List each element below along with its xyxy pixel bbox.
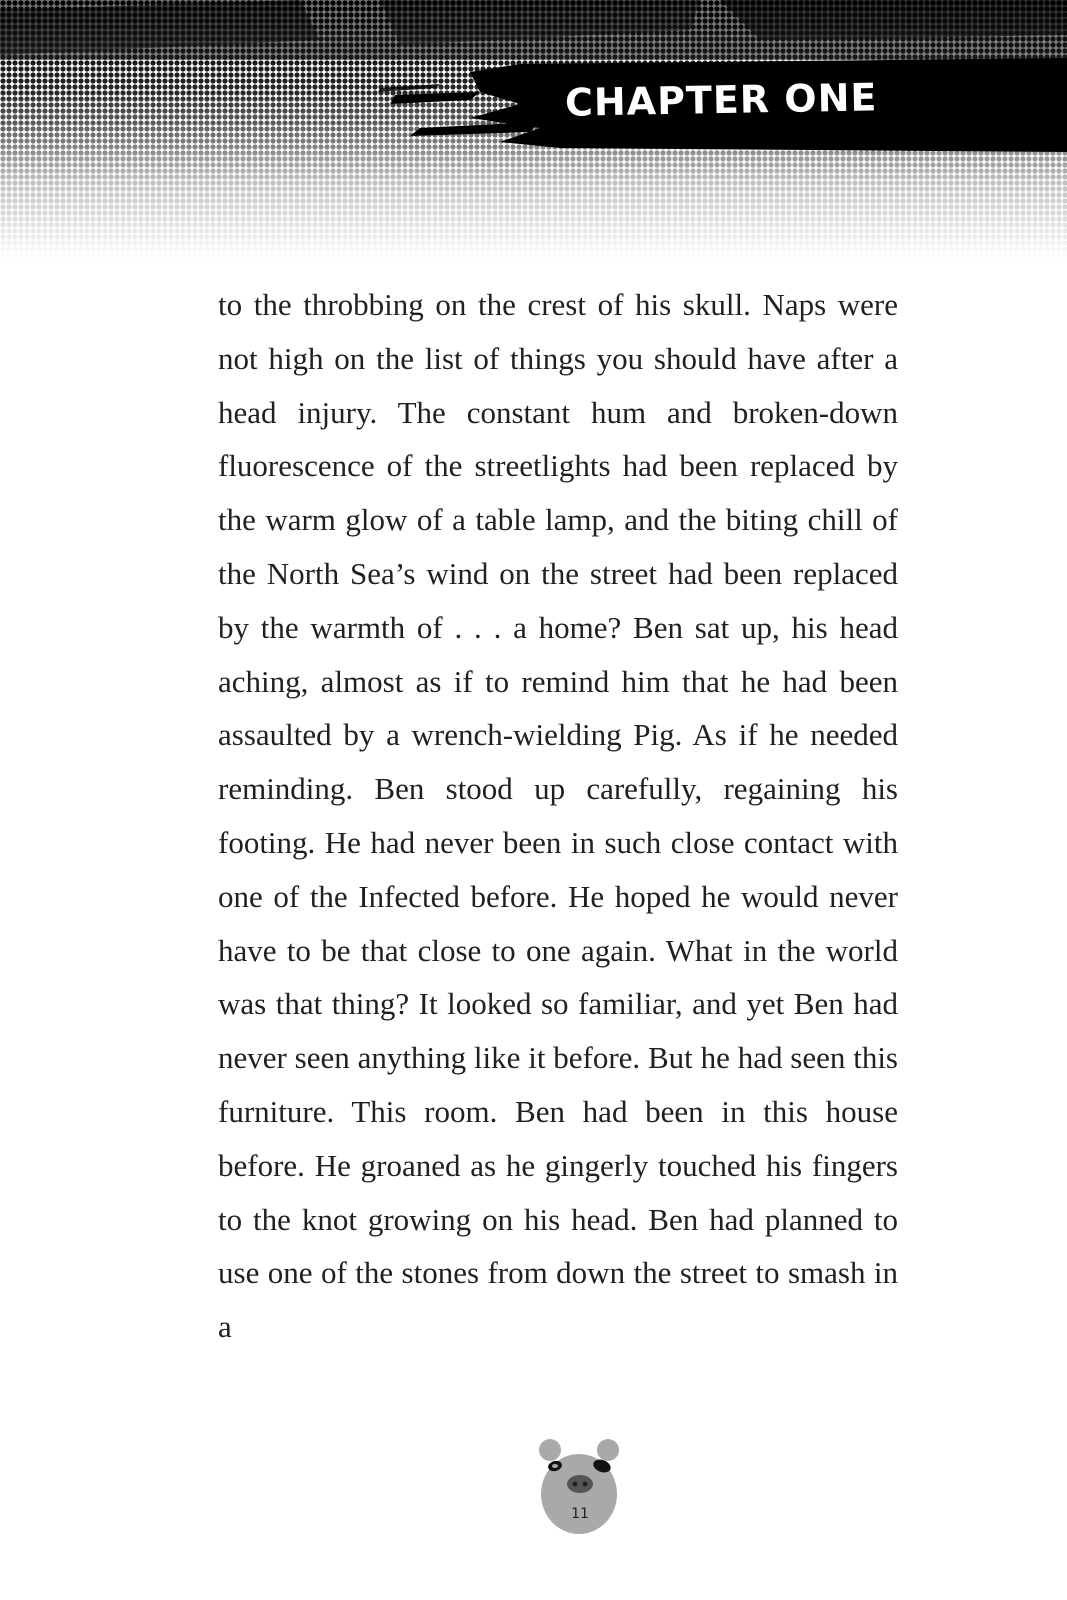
page-number: 11 xyxy=(571,1506,589,1522)
chapter-header xyxy=(0,0,1067,260)
body-paragraph: to the throbbing on the crest of his skull. Naps were not high on the list of things you should have after a head injury. The constant hum and broken-down fluorescence of the streetlights had been replaced by the warm glow of a table lamp, and the biting chill of the North Sea’s wind on the street had been replaced by the warmth of . . . a home? Ben sat up, his head aching, almost as if to remind him that he had been assaulted by a wrench-wielding Pig. As if he needed reminding. Ben stood up carefully, regaining his footing. He had never been in such close contact with one of the Infected before. He hoped he would never have to be that close to one again. What in the world was that thing? It looked so familiar, and yet Ben had never seen anything like it before. But he had seen this furniture. This room. Ben had been in this house before. He groaned as he gingerly touched his fingers to the knot growing on his head. Ben had planned to use one of the stones from down the street to smash in a xyxy=(218,287,898,1345)
halftone-banner xyxy=(0,0,1067,260)
page-footer xyxy=(538,1436,622,1536)
chapter-title: CHAPTER ONE xyxy=(564,75,878,125)
